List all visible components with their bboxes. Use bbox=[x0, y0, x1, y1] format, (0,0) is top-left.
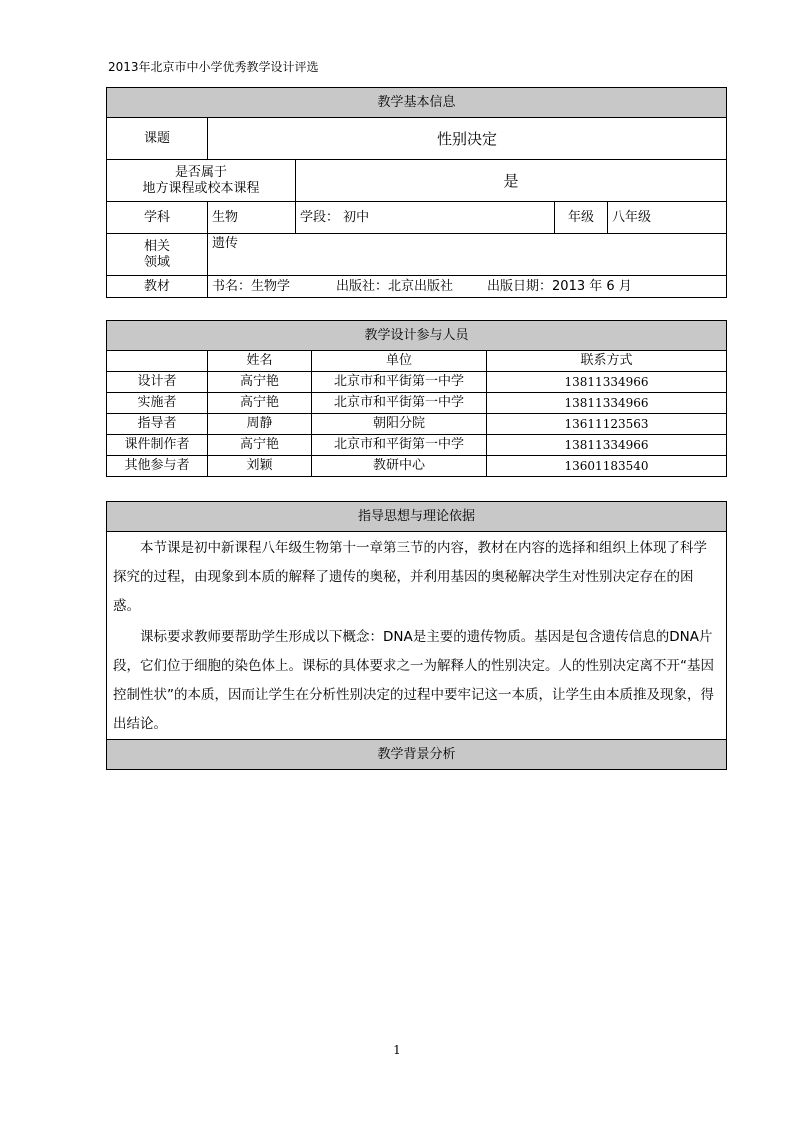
local-course-value: 是 bbox=[296, 160, 727, 202]
table-row bbox=[107, 435, 727, 456]
participant-unit: 教研中心 bbox=[312, 456, 487, 477]
subject-label: 学科 bbox=[107, 202, 208, 234]
local-course-label bbox=[107, 160, 296, 202]
table-row bbox=[107, 414, 727, 435]
participant-name: 周静 bbox=[208, 414, 312, 435]
participant-name: 高宁艳 bbox=[208, 393, 312, 414]
column-header-role bbox=[107, 351, 208, 372]
page-number: 1 bbox=[393, 1043, 401, 1057]
participant-unit: 北京市和平街第一中学 bbox=[312, 435, 487, 456]
participant-name: 高宁艳 bbox=[208, 435, 312, 456]
participant-unit: 北京市和平街第一中学 bbox=[312, 372, 487, 393]
participants-table bbox=[106, 320, 727, 477]
publish-date: 出版日期：2013 年 6 月 bbox=[487, 278, 632, 294]
grade-label: 年级 bbox=[555, 202, 608, 234]
field-value: 遗传 bbox=[208, 234, 727, 276]
topic-value: 性别决定 bbox=[208, 118, 727, 160]
participant-contact: 13811334966 bbox=[487, 372, 727, 393]
guidance-body bbox=[107, 532, 727, 740]
column-header-unit: 单位 bbox=[312, 351, 487, 372]
participant-unit: 北京市和平街第一中学 bbox=[312, 393, 487, 414]
field-label bbox=[107, 234, 208, 276]
participant-unit: 朝阳分院 bbox=[312, 414, 487, 435]
field-label-line1: 相关 bbox=[143, 238, 170, 254]
participant-role: 实施者 bbox=[107, 393, 208, 414]
document-header: 2013年北京市中小学优秀教学设计评选 bbox=[108, 60, 319, 74]
table-row bbox=[107, 456, 727, 477]
textbook-label: 教材 bbox=[107, 276, 208, 298]
table-row bbox=[107, 393, 727, 414]
participant-role: 课件制作者 bbox=[107, 435, 208, 456]
participant-contact: 13811334966 bbox=[487, 435, 727, 456]
column-header-name: 姓名 bbox=[208, 351, 312, 372]
participant-name: 刘颖 bbox=[208, 456, 312, 477]
participant-contact: 13811334966 bbox=[487, 393, 727, 414]
participant-name: 高宁艳 bbox=[208, 372, 312, 393]
basic-info-table bbox=[106, 87, 727, 298]
stage-label: 学段： 初中 bbox=[296, 202, 555, 234]
subject-value: 生物 bbox=[208, 202, 296, 234]
basic-info-section-title: 教学基本信息 bbox=[107, 88, 727, 118]
local-course-label-line2: 地方课程或校本课程 bbox=[142, 180, 260, 196]
participant-role: 指导者 bbox=[107, 414, 208, 435]
column-header-contact: 联系方式 bbox=[487, 351, 727, 372]
publisher: 出版社：北京出版社 bbox=[336, 278, 454, 294]
participant-contact: 13611123563 bbox=[487, 414, 727, 435]
table-row bbox=[107, 372, 727, 393]
participant-contact: 13601183540 bbox=[487, 456, 727, 477]
guidance-paragraph-1: 本节课是初中新课程八年级生物第十一章第三节的内容，教材在内容的选择和组织上体现了科学探究的过程，由现象到本质的解释了遗传的奥秘，并利用基因的奥秘解决学生对性别决定存在的困惑。 bbox=[113, 540, 707, 614]
participant-role: 其他参与者 bbox=[107, 456, 208, 477]
background-section-title: 教学背景分析 bbox=[107, 740, 727, 770]
participant-role: 设计者 bbox=[107, 372, 208, 393]
participants-section-title: 教学设计参与人员 bbox=[107, 321, 727, 351]
grade-value: 八年级 bbox=[608, 202, 727, 234]
guidance-table bbox=[106, 501, 727, 770]
topic-label: 课题 bbox=[107, 118, 208, 160]
guidance-paragraph-2: 课标要求教师要帮助学生形成以下概念：DNA是主要的遗传物质。基因是包含遗传信息的DNA片段，它们位于细胞的染色体上。课标的具体要求之一为解释人的性别决定。人的性别决定离不开“基因控制性状”的本质，因而让学生在分析性别决定的过程中要牢记这一本质，让学生由本质推及现象，得出结论。 bbox=[113, 629, 714, 732]
local-course-label-line1: 是否属于 bbox=[174, 164, 227, 180]
field-label-line2: 领域 bbox=[143, 254, 170, 270]
guidance-section-title: 指导思想与理论依据 bbox=[107, 502, 727, 532]
book-name: 书名：生物学 bbox=[212, 278, 291, 294]
textbook-info bbox=[208, 276, 727, 298]
